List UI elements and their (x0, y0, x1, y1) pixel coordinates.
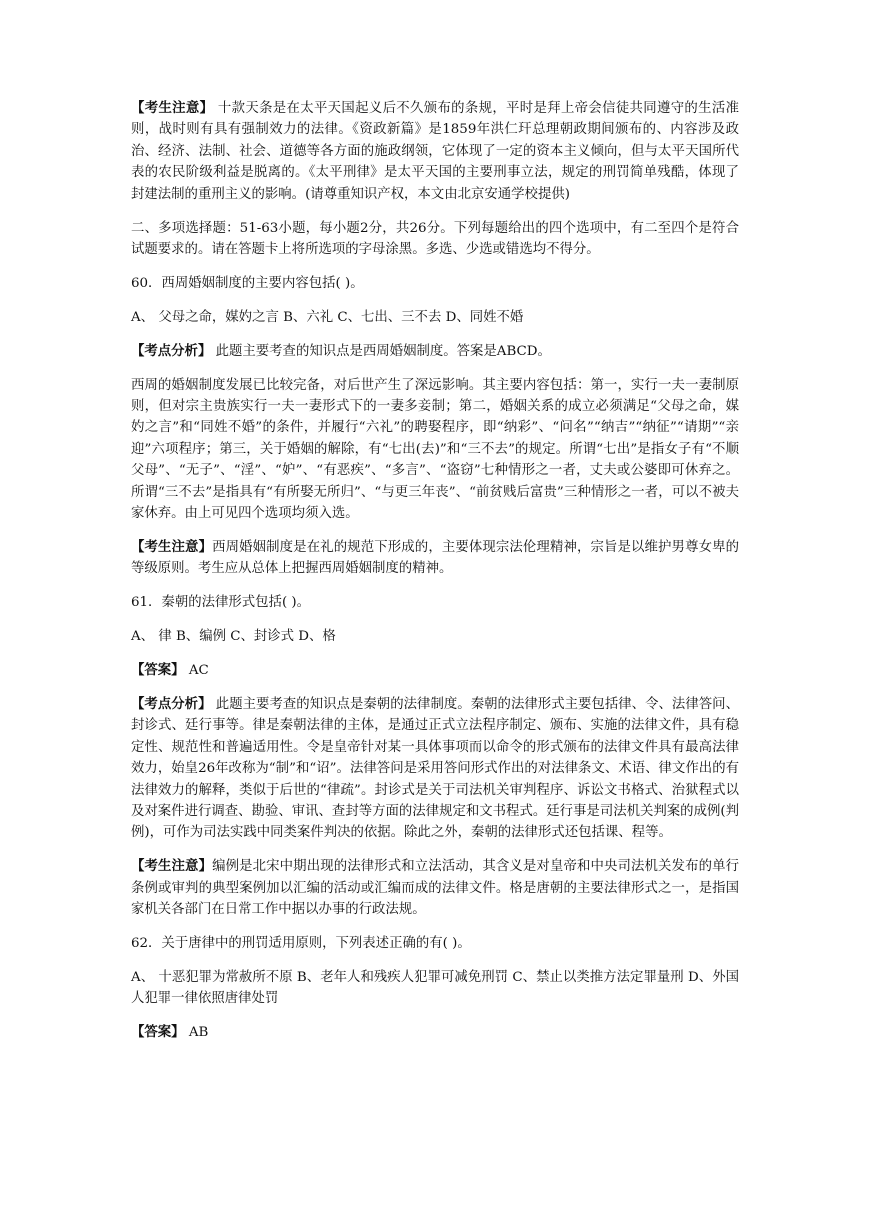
analysis-paragraph (131, 341, 739, 362)
section-tag: 【答案】 (131, 662, 185, 679)
section-tag: 【考生注意】 (131, 538, 213, 555)
question-62-options: A、 十恶犯罪为常赦所不原 B、老年人和残疾人犯罪可减免刑罚 C、禁止以类推方法定罪量刑 D、外国人犯罪一律依照唐律处罚 (131, 969, 739, 1007)
question-60-title: 60．西周婚姻制度的主要内容包括( )。 (131, 275, 364, 291)
section-tag: 【答案】 (131, 1024, 185, 1041)
section-tag: 【考点分析】 (131, 695, 212, 712)
question-61-title: 61．秦朝的法律形式包括( )。 (131, 595, 311, 611)
note-paragraph (131, 537, 739, 580)
section-instructions: 二、多项选择题：51-63小题，每小题2分，共26分。下列每题给出的四个选项中，有二至四个是符合试题要求的。请在答题卡上将所选项的字母涂黑。多选、少选或错选均不得分。 (131, 220, 739, 257)
question-61-options: A、 律 B、编例 C、封诊式 D、格 (131, 629, 336, 645)
paragraph-text: 编例是北宋中期出现的法律形式和立法活动，其含义是对皇帝和中央司法机关发布的单行条例或审判的典型案例加以汇编的活动或汇编而成的法律文件。格是唐朝的主要法律形式之一，是指国家机关各部门在日常工作中据以办事的行政法规。 (131, 859, 740, 918)
answer-text: AB (184, 1025, 209, 1041)
answer-paragraph (131, 660, 739, 681)
question-62-title: 62．关于唐律中的刑罚适用原则，下列表述正确的有( )。 (131, 936, 471, 951)
question-60-options: A、 父母之命，媒妁之言 B、六礼 C、七出、三不去 D、同姓不婚 (131, 309, 524, 325)
answer-text: AC (184, 663, 209, 679)
paragraph-text: 西周婚姻制度是在礼的规范下形成的，主要体现宗法伦理精神，宗旨是以维护男尊女卑的等级原则。考生应从总体上把握西周婚姻制度的精神。 (131, 539, 740, 577)
note-paragraph (131, 98, 739, 205)
paragraph-text: 此题主要考查的知识点是秦朝的法律制度。秦朝的法律形式主要包括律、令、法律答问、封诊式、廷行事等。律是秦朝法律的主体，是通过正式立法程序制定、颁布、实施的法律文件，具有稳定性、规范性和普遍适用性。令是皇帝针对某一具体事项而以命令的形式颁布的法律文件具有最高法律效力，始皇26年改称为“制”和“诏”。法律答问是采用答问形式作出的对法律条文、术语、律文作出的有法律效力的解释，类似于后世的“律疏”。封诊式是关于司法机关审判程序、诉讼文书格式、治狱程式以及对案件进行调查、勘验、审讯、查封等方面的法律规定和文书程式。廷行事是司法机关判案的成例(判例)，可作为司法实践中同类案件判决的依据。除此之外，秦朝的法律形式还包括课、程等。 (131, 696, 739, 841)
paragraph-text: 此题主要考查的知识点是西周婚姻制度。答案是ABCD。 (211, 343, 551, 359)
document-page (131, 98, 739, 1056)
answer-paragraph (131, 1022, 739, 1043)
paragraph-text: 十款天条是在太平天国起义后不久颁布的条规，平时是拜上帝会信徒共同遵守的生活准则，战时则有具有强制效力的法律。《资政新篇》是1859年洪仁玕总理朝政期间颁布的、内容涉及政治、经济、法制、社会、道德等各方面的施政纲领，它体现了一定的资本主义倾向，但与太平天国所代表的农民阶级利益是脱离的。《太平刑律》是太平天国的主要刑事立法，规定的刑罚简单残酷，体现了封建法制的重刑主义的影响。(请尊重知识产权，本文由北京安通学校提供) (131, 101, 739, 202)
explanation-paragraph: 西周的婚姻制度发展已比较完备，对后世产生了深远影响。其主要内容包括：第一，实行一夫一妻制原则，但对宗主贵族实行一夫一妻形式下的一妻多妾制；第二，婚姻关系的成立必须满足“父母之命，媒妁之言”和“同姓不婚”的条件，并履行“六礼”的聘娶程序，即“纳彩”、“问名”“纳吉”“纳征”“请期”“亲迎”六项程序；第三，关于婚姻的解除，有“七出(去)”和“三不去”的规定。所谓“七出”是指女子有“不顺父母”、“无子”、“淫”、“妒”、“有恶疾”、“多言”、“盗窃”七种情形之一者，丈夫或公婆即可休弃之。所谓“三不去”是指具有“有所娶无所归”、“与更三年丧”、“前贫贱后富贵”三种情形之一者，可以不被夫家休弃。由上可见四个选项均须入选。 (131, 377, 739, 521)
section-tag: 【考生注意】 (131, 858, 213, 875)
section-tag: 【考生注意】 (131, 100, 214, 116)
analysis-paragraph (131, 694, 739, 844)
note-paragraph (131, 856, 739, 920)
section-tag: 【考点分析】 (131, 342, 212, 359)
